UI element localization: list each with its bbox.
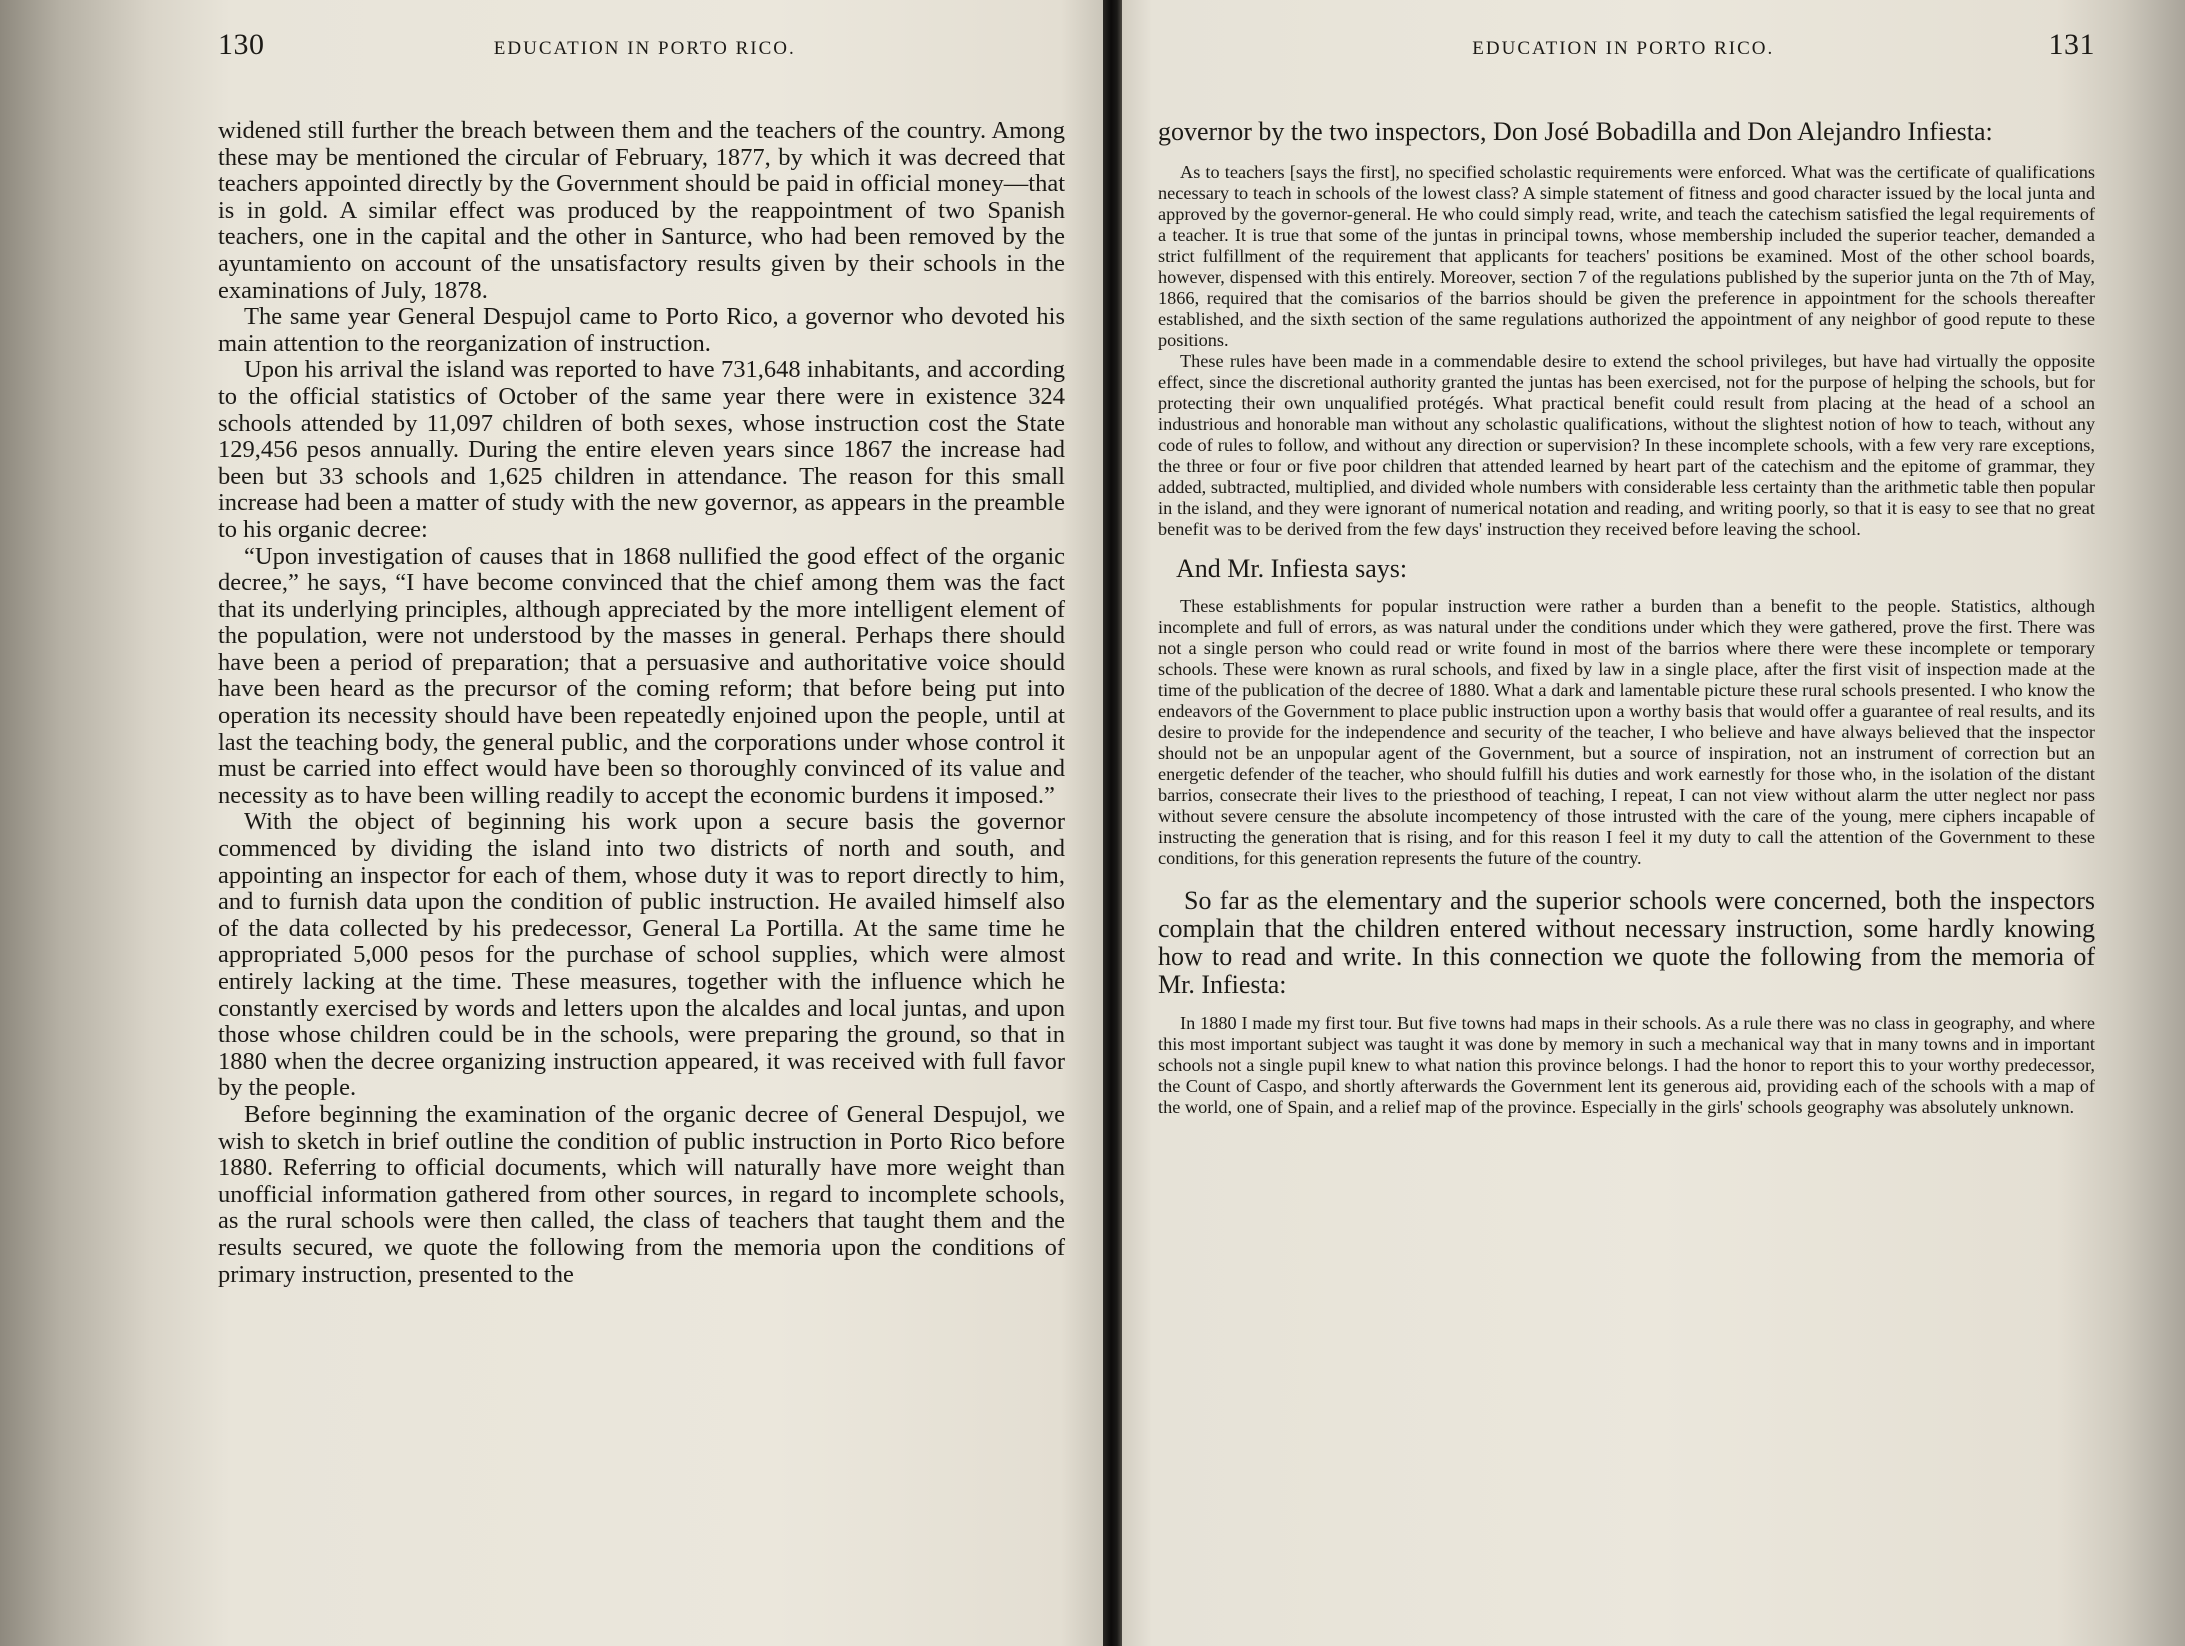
left-running-title: EDUCATION IN PORTO RICO. xyxy=(493,38,796,59)
bobadilla-quote xyxy=(1158,162,2095,540)
right-running-title: EDUCATION IN PORTO RICO. xyxy=(1472,38,1775,59)
left-paragraph-1: widened still further the breach between them and the teachers of the country. Among these may be mentioned the circular of February, 1877, by which it was decreed that teachers appointed directly by the Government should be paid in official money—that is in gold. A similar effect was produced by the reappointment of two Spanish teachers, one in the capital and the other in Santurce, who had been removed by the ayuntamiento on account of the unsatisfactory results given by their schools in the examinations of July, 1878. xyxy=(218,117,1065,304)
quote1-paragraph-1: As to teachers [says the first], no specified scholastic requirements were enforced. What was the certificate of qualifications necessary to teach in schools of the lowest class? A simple statement of fitness and good character issued by the local junta and approved by the governor-general. He who could simply read, write, and teach the catechism satisfied the legal requirements of a teacher. It is true that some of the juntas in principal towns, whose membership included the superior teacher, demanded a strict fulfillment of the requirement that applicants for teachers' positions be examined. Most of the other school boards, however, dispensed with this entirely. Moreover, section 7 of the regulations published by the superior junta on the 7th of May, 1866, required that the comisarios of the barrios should be given the preference in appointment for the schools thereafter established, and the sixth section of the same regulations authorized the appointment of any neighbor of good repute to these positions. xyxy=(1158,162,2095,350)
infiesta-subhead: And Mr. Infiesta says: xyxy=(1176,554,1408,583)
quote1-paragraph-2: These rules have been made in a commendable desire to extend the school privileges, but have had virtually the opposite effect, since the discretional authority granted the juntas has been exercised, not for the purpose of helping the schools, but for protecting their own unqualified protégés. What practical benefit could result from placing at the head of a school an industrious and honorable man without any scholastic qualifications, without the slightest notion of how to teach, without any code of rules to follow, and without any direction or supervision? In these incomplete schools, with a few very rare exceptions, the three or four or five poor children that attended learned by heart part of the catechism and the epitome of grammar, they added, subtracted, multiplied, and divided whole numbers with considerable less certainty than the arithmetic table then popular in the island, and they were ignorant of numerical notation and reading, and writing poorly, so that it is easy to see that no great benefit was to be derived from the few days' instruction they received before leaving the school. xyxy=(1158,351,2095,539)
left-page-body xyxy=(218,118,1065,1288)
left-paragraph-5: With the object of beginning his work upon a secure basis the governor commenced by dividing the island into two districts of north and south, and appointing an inspector for each of them, whose duty it was to report directly to him, and to furnish data upon the condition of public instruction. He availed himself also of the data collected by his predecessor, General La Portilla. At the same time he appropriated 5,000 pesos for the purchase of school supplies, which were almost entirely lacking at the time. These measures, together with the influence which he constantly exercised by words and letters upon the alcaldes and local juntas, and upon those whose children could be in the schools, were preparing the ground, so that in 1880 when the decree organizing instruction appeared, it was received with full favor by the people. xyxy=(218,808,1065,1102)
left-paragraph-6: Before beginning the examination of the organic decree of General Despujol, we wish to sketch in brief outline the condition of public instruction in Porto Rico before 1880. Referring to official documents, which will naturally have more weight than unofficial information gathered from other sources, in regard to incomplete schools, as the rural schools were then called, the class of teachers that taught them and the results secured, we quote the following from the memoria upon the conditions of primary instruction, presented to the xyxy=(218,1100,1065,1288)
book-gutter xyxy=(1103,0,1123,1646)
quote2-paragraph: These establishments for popular instruction were rather a burden than a benefit to the people. Statistics, although incomplete and full of errors, as was natural under the conditions under which they were gathered, prove the first. There was not a single person who could read or write found in most of the barrios where there were these incomplete or temporary schools. These were known as rural schools, and fixed by law in a single place, after the first visit of inspection made at the time of the publication of the decree of 1880. What a dark and lamentable picture these rural schools presented. I who know the endeavors of the Government to place public instruction upon a worthy basis that would offer a guarantee of real results, and its desire to provide for the independence and security of the teacher, I who believe and have always believed that the inspector should not be an unpopular agent of the Government, but a source of inspiration, not an instrument of correction but an energetic defender of the teacher, who should fulfill his duties and work earnestly for those who, in the isolation of the distant barrios, consecrate their lives to the priesthood of teaching, I repeat, I can not view without alarm the utter neglect nor pass without severe censure the absolute incompetency of those intrusted with the care of the young, mere ciphers incapable of instructing the generation that is rising, and for this reason I feel it my duty to call the attention of the Government to these conditions, for this generation represents the future of the country. xyxy=(1158,596,2095,868)
left-paragraph-4: “Upon investigation of causes that in 1868 nullified the good effect of the organic decree,” he says, “I have become convinced that the chief among them was the fact that its underlying principles, although appreciated by the more intelligent element of the population, were not understood by the masses in general. Perhaps there should have been a period of preparation; that a persuasive and authoritative voice should have been heard as the precursor of the coming reform; that before being put into operation its necessity should have been repeatedly enjoined upon the people, until at last the teaching body, the general public, and the corporations under whose control it must be carried into effect would have been so thoroughly convinced of its value and necessity as to have been willing readily to accept the economic burdens it imposed.” xyxy=(218,542,1065,809)
right-page xyxy=(1122,0,2185,1646)
right-page-body xyxy=(1158,118,2095,1118)
infiesta-quote xyxy=(1158,596,2095,869)
right-opening-text: governor by the two inspectors, Don José Bobadilla and Don Alejandro Infiesta: xyxy=(1158,117,1993,146)
left-running-head xyxy=(218,28,1065,74)
memoria-quote xyxy=(1158,1013,2095,1118)
left-paragraph-2: The same year General Despujol came to Porto Rico, a governor who devoted his main attention to the reorganization of instruction. xyxy=(218,303,1065,357)
conclusion-paragraph: So far as the elementary and the superior schools were concerned, both the inspectors complain that the children entered without necessary instruction, some hardly knowing how to read and write. In this connection we quote the following from the memoria of Mr. Infiesta: xyxy=(1158,886,2095,999)
right-page-number: 131 xyxy=(2048,28,2095,61)
left-page-number: 130 xyxy=(218,28,265,61)
quote3-paragraph: In 1880 I made my first tour. But five towns had maps in their schools. As a rule there was no class in geography, and where this most important subject was taught it was done by memory in such a mechanical way that in many towns and in important schools not a single pupil knew to what nation this province belongs. I had the honor to report this to your worthy predecessor, the Count of Caspo, and shortly afterwards the Government lent its generous aid, providing each of the schools with a map of the world, one of Spain, and a relief map of the province. Especially in the girls' schools geography was absolutely unknown. xyxy=(1158,1013,2095,1117)
left-paragraph-3: Upon his arrival the island was reported to have 731,648 inhabitants, and according to the official statistics of October of the same year there were in existence 324 schools attended by 11,097 children of both sexes, whose instruction cost the State 129,456 pesos annually. During the entire eleven years since 1867 the increase had been but 33 schools and 1,625 children in attendance. The reason for this small increase had been a matter of study with the new governor, as appears in the preamble to his organic decree: xyxy=(218,356,1065,543)
right-running-head xyxy=(1158,28,2095,74)
